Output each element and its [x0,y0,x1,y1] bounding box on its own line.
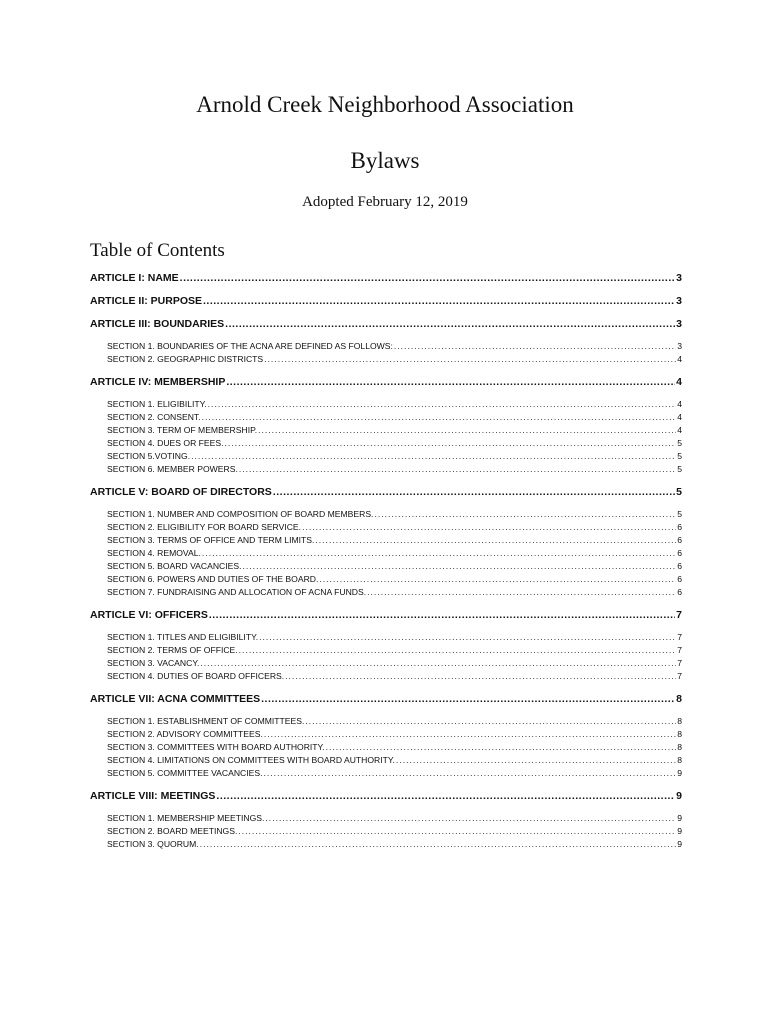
toc-page-number: 3 [676,272,682,284]
toc-page-number: 9 [677,839,682,849]
toc-entry-label: SECTION 4. LIMITATIONS ON COMMITTEES WITH BOARD AUTHORITY. [107,755,395,765]
toc-leader-dots [202,411,677,424]
toc-section-entry[interactable] [90,728,682,741]
toc-article-entry[interactable] [90,608,682,622]
toc-page-number: 6 [677,535,682,545]
toc-section-entry[interactable] [90,631,682,644]
toc-entry-label: SECTION 1. TITLES AND ELIGIBILITY. [107,632,259,642]
toc-entry-label: ARTICLE VI: OFFICERS [90,609,208,621]
toc-article-entry[interactable] [90,485,682,499]
toc-section-entry[interactable] [90,838,682,851]
toc-leader-dots [305,715,676,728]
toc-entry-label: SECTION 1. ELIGIBILITY. [107,399,207,409]
toc-section-entry[interactable] [90,715,682,728]
toc-section-entry[interactable] [90,353,682,366]
toc-entry-label: SECTION 2. CONSENT. [107,412,201,422]
toc-leader-dots [367,586,676,599]
toc-page-number: 6 [677,548,682,558]
toc-page-number: 5 [677,509,682,519]
toc-leader-dots [180,271,675,285]
toc-leader-dots [264,767,677,780]
toc-entry-label: SECTION 3. QUORUM. [107,839,199,849]
toc-leader-dots [200,657,676,670]
toc-leader-dots [243,560,677,573]
toc-section-entry[interactable] [90,741,682,754]
toc-leader-dots [265,812,676,825]
toc-page-number: 5 [676,486,682,498]
toc-section-entry[interactable] [90,560,682,573]
toc-entry-label: ARTICLE III: BOUNDARIES [90,318,225,330]
toc-section-entry[interactable] [90,767,682,780]
toc-page-number: 6 [677,587,682,597]
toc-leader-dots [239,644,677,657]
table-of-contents [90,268,682,851]
toc-leader-dots [225,317,675,331]
toc-leader-dots [326,741,677,754]
toc-page-number: 4 [677,412,682,422]
toc-section-entry[interactable] [90,657,682,670]
toc-entry-label: ARTICLE VIII: MEETINGS [90,790,216,802]
toc-entry-label: SECTION 1. MEMBERSHIP MEETINGS. [107,813,265,823]
toc-article-entry[interactable] [90,317,682,331]
toc-leader-dots [191,450,676,463]
toc-heading: Table of Contents [90,240,225,261]
toc-page-number: 9 [676,790,682,802]
toc-entry-label: ARTICLE VII: ACNA COMMITTEES [90,693,261,705]
toc-leader-dots [396,754,676,767]
toc-article-entry[interactable] [90,294,682,308]
toc-leader-dots [238,825,676,838]
toc-section-entry[interactable] [90,463,682,476]
toc-leader-dots [261,692,675,706]
toc-entry-label: ARTICLE I: NAME [90,272,179,284]
toc-section-entry[interactable] [90,340,682,353]
toc-page-number: 9 [677,813,682,823]
toc-entry-label: SECTION 2. BOARD MEETINGS. [107,826,238,836]
toc-entry-label: SECTION 2. GEOGRAPHIC DISTRICTS [107,354,264,364]
toc-section-entry[interactable] [90,398,682,411]
toc-leader-dots [394,340,676,353]
toc-leader-dots [208,398,677,411]
toc-article-entry[interactable] [90,271,682,285]
toc-section-entry[interactable] [90,825,682,838]
toc-section-entry[interactable] [90,573,682,586]
toc-leader-dots [259,631,676,644]
toc-leader-dots [200,838,677,851]
toc-page-number: 9 [677,826,682,836]
toc-entry-label: SECTION 5. COMMITTEE VACANCIES. [107,768,263,778]
toc-article-entry[interactable] [90,375,682,389]
toc-page-number: 8 [676,693,682,705]
toc-section-entry[interactable] [90,586,682,599]
toc-page-number: 6 [677,574,682,584]
toc-section-entry[interactable] [90,437,682,450]
toc-page-number: 8 [677,742,682,752]
toc-page-number: 8 [677,716,682,726]
toc-leader-dots [315,534,676,547]
toc-entry-label: SECTION 3. TERM OF MEMBERSHIP. [107,425,258,435]
toc-section-entry[interactable] [90,411,682,424]
adopted-date: Adopted February 12, 2019 [302,194,468,210]
toc-page-number: 4 [677,425,682,435]
toc-leader-dots [226,375,675,389]
toc-page-number: 6 [677,522,682,532]
toc-leader-dots [225,437,677,450]
toc-page-number: 9 [677,768,682,778]
toc-leader-dots [209,608,675,622]
toc-section-entry[interactable] [90,450,682,463]
toc-entry-label: SECTION 4. DUTIES OF BOARD OFFICERS. [107,671,285,681]
toc-section-entry[interactable] [90,812,682,825]
toc-page-number: 3 [676,318,682,330]
toc-page-number: 5 [677,451,682,461]
toc-leader-dots [202,547,676,560]
toc-leader-dots [239,463,676,476]
document-title: Bylaws [350,148,420,173]
toc-entry-label: SECTION 6. MEMBER POWERS. [107,464,238,474]
toc-page-number: 7 [677,632,682,642]
toc-page-number: 4 [677,354,682,364]
toc-page-number: 8 [677,755,682,765]
toc-leader-dots [302,521,676,534]
association-name: Arnold Creek Neighborhood Association [196,92,574,117]
toc-section-entry[interactable] [90,424,682,437]
toc-leader-dots [264,353,676,366]
toc-section-entry[interactable] [90,547,682,560]
toc-leader-dots [203,294,675,308]
toc-entry-label: SECTION 5. BOARD VACANCIES. [107,561,242,571]
toc-page-number: 3 [676,295,682,307]
toc-entry-label: SECTION 1. ESTABLISHMENT OF COMMITTEES. [107,716,305,726]
toc-page-number: 5 [677,464,682,474]
toc-section-entry[interactable] [90,644,682,657]
toc-entry-label: SECTION 6. POWERS AND DUTIES OF THE BOARD. [107,574,319,584]
toc-page-number: 8 [677,729,682,739]
toc-entry-label: SECTION 2. ELIGIBILITY FOR BOARD SERVICE. [107,522,302,532]
toc-leader-dots [258,424,676,437]
toc-entry-label: SECTION 1. BOUNDARIES OF THE ACNA ARE DEFINED AS FOLLOWS: [107,341,393,351]
toc-page-number: 7 [677,658,682,668]
toc-entry-label: ARTICLE II: PURPOSE [90,295,203,307]
toc-page-number: 5 [677,438,682,448]
toc-leader-dots [319,573,676,586]
toc-section-entry[interactable] [90,534,682,547]
toc-leader-dots [216,789,675,803]
toc-entry-label: SECTION 2. ADVISORY COMMITTEES. [107,729,263,739]
toc-entry-label: SECTION 3. COMMITTEES WITH BOARD AUTHORITY. [107,742,325,752]
toc-entry-label: SECTION 2. TERMS OF OFFICE. [107,645,238,655]
toc-page-number: 6 [677,561,682,571]
toc-page-number: 7 [677,645,682,655]
toc-entry-label: SECTION 4. REMOVAL. [107,548,201,558]
toc-entry-label: SECTION 5.VOTING. [107,451,191,461]
toc-page-number: 7 [677,671,682,681]
toc-article-entry[interactable] [90,789,682,803]
toc-entry-label: ARTICLE V: BOARD OF DIRECTORS [90,486,272,498]
toc-leader-dots [273,485,675,499]
toc-page-number: 3 [677,341,682,351]
toc-section-entry[interactable] [90,670,682,683]
toc-entry-label: SECTION 4. DUES OR FEES. [107,438,224,448]
toc-entry-label: SECTION 7. FUNDRAISING AND ALLOCATION OF ACNA FUNDS. [107,587,367,597]
toc-leader-dots [374,508,676,521]
toc-page-number: 4 [676,376,682,388]
toc-page-number: 4 [677,399,682,409]
toc-entry-label: SECTION 1. NUMBER AND COMPOSITION OF BOARD MEMBERS. [107,509,374,519]
toc-leader-dots [285,670,676,683]
toc-section-entry[interactable] [90,754,682,767]
toc-entry-label: ARTICLE IV: MEMBERSHIP [90,376,226,388]
toc-leader-dots [264,728,676,741]
toc-section-entry[interactable] [90,521,682,534]
toc-section-entry[interactable] [90,508,682,521]
toc-page-number: 7 [676,609,682,621]
toc-entry-label: SECTION 3. VACANCY. [107,658,200,668]
toc-entry-label: SECTION 3. TERMS OF OFFICE AND TERM LIMITS. [107,535,315,545]
toc-article-entry[interactable] [90,692,682,706]
